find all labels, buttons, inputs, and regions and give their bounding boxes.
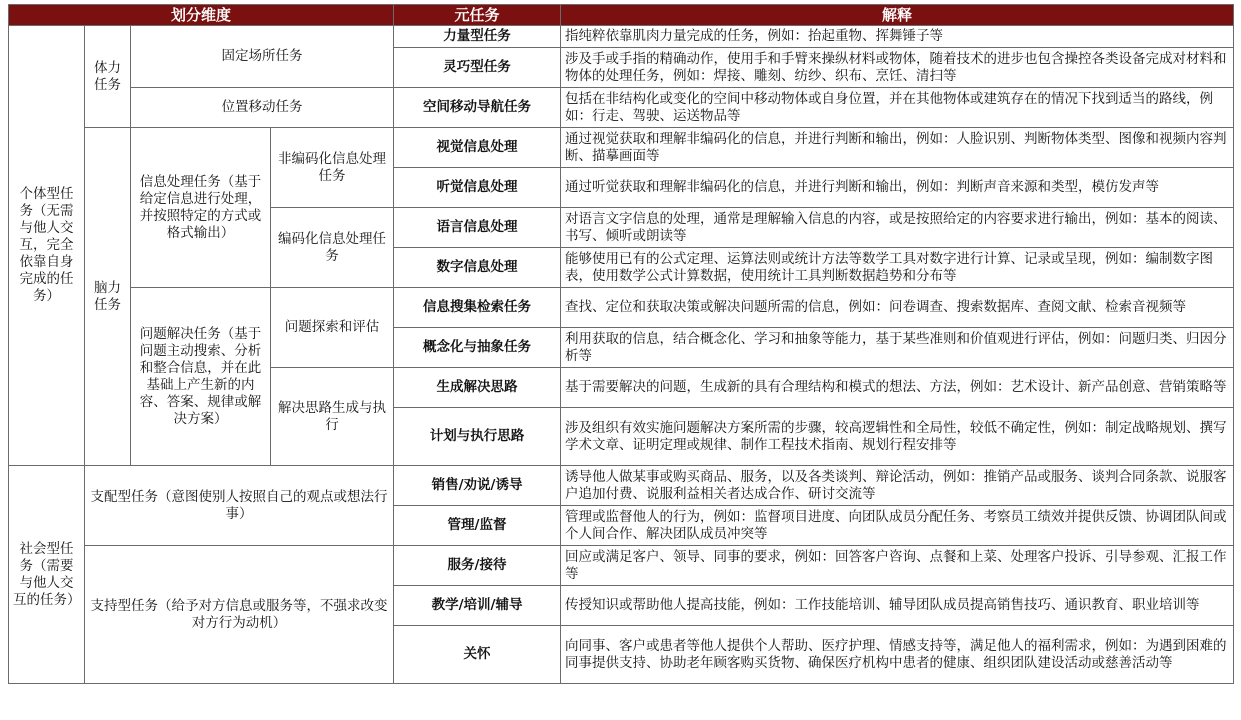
task-desc: 查找、定位和获取决策或解决问题所需的信息，例如：问卷调查、搜索数据库、查阅文献、检索音视频等: [561, 288, 1234, 328]
header-row: [9, 5, 1234, 26]
table-row: [9, 26, 1234, 48]
task-name: 信息搜集检索任务: [394, 288, 561, 328]
task-name: 教学/培训/辅导: [394, 586, 561, 626]
task-name: 数字信息处理: [394, 248, 561, 288]
group-info-processing: 信息处理任务（基于给定信息进行处理，并按照特定的方式或格式输出）: [131, 128, 271, 288]
task-desc: 通过听觉获取和理解非编码化的信息，并进行判断和输出，例如：判断声音来源和类型，模仿发声等: [561, 168, 1234, 208]
group-mental: 脑力任务: [85, 128, 131, 466]
task-name: 概念化与抽象任务: [394, 328, 561, 368]
table-row: [9, 546, 1234, 586]
task-name: 生成解决思路: [394, 368, 561, 408]
task-name: 服务/接待: [394, 546, 561, 586]
task-name: 听觉信息处理: [394, 168, 561, 208]
group-dominant: 支配型任务（意图使别人按照自己的观点或想法行事）: [85, 466, 394, 546]
group-physical: 体力任务: [85, 26, 131, 128]
group-social: 社会型任务（需要与他人交互的任务）: [9, 466, 85, 684]
group-position-move: 位置移动任务: [131, 88, 394, 128]
task-classification-table: [8, 4, 1234, 684]
group-problem-explore: 问题探索和评估: [271, 288, 394, 368]
task-desc: 回应或满足客户、领导、同事的要求，例如：回答客户咨询、点餐和上菜、处理客户投诉、引导参观、汇报工作等: [561, 546, 1234, 586]
group-non-coded: 非编码化信息处理任务: [271, 128, 394, 208]
task-name: 空间移动导航任务: [394, 88, 561, 128]
header-dimension: 划分维度: [9, 5, 394, 26]
task-name: 计划与执行思路: [394, 408, 561, 466]
task-desc: 包括在非结构化或变化的空间中移动物体或自身位置，并在其他物体或建筑存在的情况下找到适当的路线，例如：行走、驾驶、运送物品等: [561, 88, 1234, 128]
header-explanation: 解释: [561, 5, 1234, 26]
task-desc: 利用获取的信息，结合概念化、学习和抽象等能力，基于某些准则和价值观进行评估，例如：问题归类、归因分析等: [561, 328, 1234, 368]
task-desc: 向同事、客户或患者等他人提供个人帮助、医疗护理、情感支持等，满足他人的福利需求，例如：为遇到困难的同事提供支持、协助老年顾客购买货物、确保医疗机构中患者的健康、组织团队建设活动或慈善活动等: [561, 626, 1234, 684]
task-desc: 指纯粹依靠肌肉力量完成的任务，例如：抬起重物、挥舞锤子等: [561, 26, 1234, 48]
table-row: [9, 128, 1234, 168]
task-desc: 基于需要解决的问题，生成新的具有合理结构和模式的想法、方法，例如：艺术设计、新产品创意、营销策略等: [561, 368, 1234, 408]
task-name: 灵巧型任务: [394, 48, 561, 88]
table-row: [9, 88, 1234, 128]
task-desc: 涉及组织有效实施问题解决方案所需的步骤，较高逻辑性和全局性，较低不确定性，例如：制定战略规划、撰写学术文章、证明定理或规律、制作工程技术指南、规划行程安排等: [561, 408, 1234, 466]
task-name: 管理/监督: [394, 506, 561, 546]
group-solution-gen: 解决思路生成与执行: [271, 368, 394, 466]
task-name: 销售/劝说/诱导: [394, 466, 561, 506]
task-desc: 通过视觉获取和理解非编码化的信息，并进行判断和输出，例如：人脸识别、判断物体类型、图像和视频内容判断、描摹画面等: [561, 128, 1234, 168]
task-name: 关怀: [394, 626, 561, 684]
task-desc: 涉及手或手指的精确动作，使用手和手臂来操纵材料或物体，随着技术的进步也包含操控各类设备完成对材料和物体的处理任务，例如：焊接、雕刻、纺纱、织布、烹饪、清扫等: [561, 48, 1234, 88]
task-name: 语言信息处理: [394, 208, 561, 248]
group-fixed-place: 固定场所任务: [131, 26, 394, 88]
task-desc: 对语言文字信息的处理，通常是理解输入信息的内容，或是按照给定的内容要求进行输出，例如：基本的阅读、书写、倾听或朗读等: [561, 208, 1234, 248]
group-problem-solving: 问题解决任务（基于问题主动搜索、分析和整合信息，并在此基础上产生新的内容、答案、规律或解决方案）: [131, 288, 271, 466]
header-meta-task: 元任务: [394, 5, 561, 26]
group-individual: 个体型任务（无需与他人交互，完全依靠自身完成的任务）: [9, 26, 85, 466]
group-supportive: 支持型任务（给予对方信息或服务等，不强求改变对方行为动机）: [85, 546, 394, 684]
table-row: [9, 288, 1234, 328]
task-name: 视觉信息处理: [394, 128, 561, 168]
table-row: [9, 466, 1234, 506]
group-coded: 编码化信息处理任务: [271, 208, 394, 288]
task-desc: 管理或监督他人的行为，例如：监督项目进度、向团队成员分配任务、考察员工绩效并提供反馈、协调团队间或个人间合作、解决团队成员冲突等: [561, 506, 1234, 546]
task-desc: 能够使用已有的公式定理、运算法则或统计方法等数学工具对数字进行计算、记录或呈现，例如：编制数字图表，使用数学公式计算数据，使用统计工具判断数据趋势和分布等: [561, 248, 1234, 288]
task-desc: 诱导他人做某事或购买商品、服务，以及各类谈判、辩论活动，例如：推销产品或服务、谈判合同条款、说服客户追加付费、说服利益相关者达成合作、研讨交流等: [561, 466, 1234, 506]
task-name: 力量型任务: [394, 26, 561, 48]
task-desc: 传授知识或帮助他人提高技能，例如：工作技能培训、辅导团队成员提高销售技巧、通识教育、职业培训等: [561, 586, 1234, 626]
